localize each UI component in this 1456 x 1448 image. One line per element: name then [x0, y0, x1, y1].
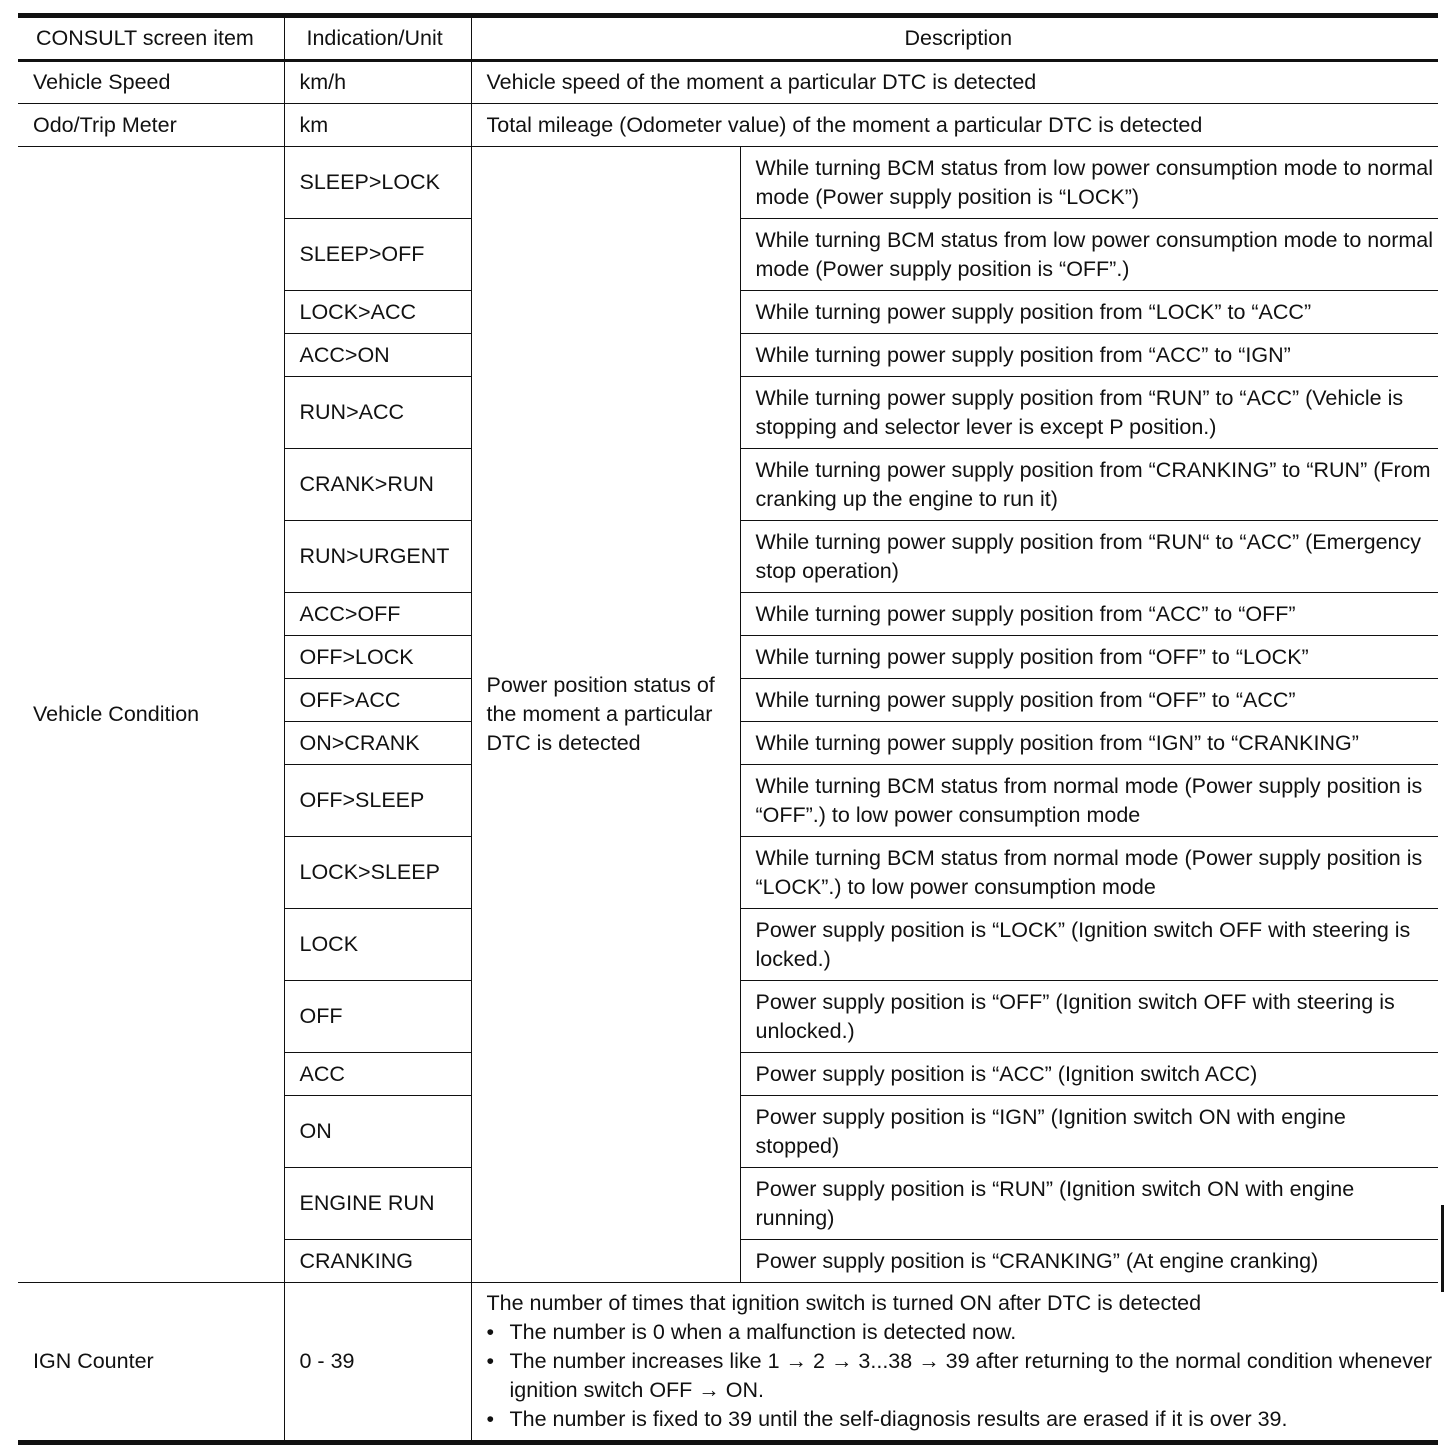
bullet-marker: •: [486, 1349, 495, 1373]
condition-unit-cell: ON>CRANK: [284, 722, 471, 765]
item-cell: Odo/Trip Meter: [18, 104, 284, 147]
table-row-odo-trip-meter: [18, 104, 1438, 147]
description-cell: [471, 1283, 1438, 1443]
condition-detail-cell: While turning power supply position from “RUN” to “ACC” (Vehicle is stopping and selector lever is except P position.): [740, 377, 1438, 449]
table-row-vehicle-speed: [18, 61, 1438, 104]
table-body: [18, 61, 1438, 1443]
condition-detail-cell: While turning power supply position from “OFF” to “LOCK”: [740, 636, 1438, 679]
list-item: [487, 1318, 1435, 1347]
bullet-marker: •: [486, 1320, 495, 1344]
condition-unit-cell: LOCK: [284, 909, 471, 981]
page-edge-marker: [1441, 1205, 1444, 1292]
condition-detail-cell: While turning BCM status from normal mode (Power supply position is “LOCK”.) to low power consumption mode: [740, 837, 1438, 909]
condition-detail-cell: Power supply position is “RUN” (Ignition switch ON with engine running): [740, 1168, 1438, 1240]
condition-unit-cell: OFF>SLEEP: [284, 765, 471, 837]
condition-unit-cell: CRANKING: [284, 1240, 471, 1283]
condition-detail-cell: While turning BCM status from normal mode (Power supply position is “OFF”.) to low power consumption mode: [740, 765, 1438, 837]
condition-detail-cell: While turning power supply position from “IGN” to “CRANKING”: [740, 722, 1438, 765]
condition-detail-cell: Power supply position is “OFF” (Ignition switch OFF with steering is unlocked.): [740, 981, 1438, 1053]
bullet-text: The number is 0 when a malfunction is detected now.: [509, 1320, 1017, 1344]
condition-unit-cell: RUN>ACC: [284, 377, 471, 449]
table-row-vehicle-condition: [18, 147, 1438, 219]
condition-detail-cell: While turning power supply position from “CRANKING” to “RUN” (From cranking up the engine to run it): [740, 449, 1438, 521]
condition-detail-cell: While turning BCM status from low power consumption mode to normal mode (Power supply position is “LOCK”): [740, 147, 1438, 219]
condition-unit-cell: ACC>OFF: [284, 593, 471, 636]
condition-detail-cell: Power supply position is “LOCK” (Ignition switch OFF with steering is locked.): [740, 909, 1438, 981]
list-item: [487, 1405, 1435, 1434]
consult-item-table: [18, 13, 1438, 1445]
condition-unit-cell: ENGINE RUN: [284, 1168, 471, 1240]
condition-unit-cell: ON: [284, 1096, 471, 1168]
condition-unit-cell: LOCK>ACC: [284, 291, 471, 334]
condition-detail-cell: While turning power supply position from “RUN“ to “ACC” (Emergency stop operation): [740, 521, 1438, 593]
bullet-marker: •: [486, 1407, 495, 1431]
table-header-row: [18, 16, 1438, 61]
description-cell: Vehicle speed of the moment a particular DTC is detected: [471, 61, 1438, 104]
unit-cell: km: [284, 104, 471, 147]
condition-detail-cell: Power supply position is “CRANKING” (At engine cranking): [740, 1240, 1438, 1283]
table-row-ign-counter: [18, 1283, 1438, 1443]
vehicle-condition-item-cell: Vehicle Condition: [18, 147, 284, 1283]
description-cell: Total mileage (Odometer value) of the moment a particular DTC is detected: [471, 104, 1438, 147]
ign-counter-bullet-list: [487, 1318, 1435, 1434]
condition-detail-cell: Power supply position is “ACC” (Ignition switch ACC): [740, 1053, 1438, 1096]
condition-unit-cell: CRANK>RUN: [284, 449, 471, 521]
header-item: CONSULT screen item: [18, 16, 284, 61]
bullet-text: The number increases like 1 → 2 → 3...38 → 39 after returning to the normal condition whenever ignition switch OFF → ON.: [509, 1349, 1433, 1402]
condition-unit-cell: OFF: [284, 981, 471, 1053]
list-item: [487, 1347, 1435, 1405]
unit-cell: km/h: [284, 61, 471, 104]
condition-unit-cell: ACC: [284, 1053, 471, 1096]
vehicle-condition-description-cell: Power position status of the moment a particular DTC is detected: [471, 147, 740, 1283]
condition-detail-cell: While turning power supply position from “OFF” to “ACC”: [740, 679, 1438, 722]
ign-counter-intro: The number of times that ignition switch is turned ON after DTC is detected: [486, 1291, 1202, 1315]
condition-unit-cell: SLEEP>LOCK: [284, 147, 471, 219]
item-cell: Vehicle Speed: [18, 61, 284, 104]
condition-detail-cell: Power supply position is “IGN” (Ignition switch ON with engine stopped): [740, 1096, 1438, 1168]
condition-unit-cell: SLEEP>OFF: [284, 219, 471, 291]
condition-detail-cell: While turning power supply position from “LOCK” to “ACC”: [740, 291, 1438, 334]
unit-cell: 0 - 39: [284, 1283, 471, 1443]
header-description: Description: [471, 16, 1438, 61]
condition-unit-cell: OFF>LOCK: [284, 636, 471, 679]
header-unit: Indication/Unit: [284, 16, 471, 61]
condition-unit-cell: ACC>ON: [284, 334, 471, 377]
condition-detail-cell: While turning BCM status from low power consumption mode to normal mode (Power supply position is “OFF”.): [740, 219, 1438, 291]
condition-detail-cell: While turning power supply position from “ACC” to “OFF”: [740, 593, 1438, 636]
condition-unit-cell: LOCK>SLEEP: [284, 837, 471, 909]
condition-unit-cell: RUN>URGENT: [284, 521, 471, 593]
bullet-text: The number is fixed to 39 until the self-diagnosis results are erased if it is over 39.: [509, 1407, 1288, 1431]
item-cell: IGN Counter: [18, 1283, 284, 1443]
condition-unit-cell: OFF>ACC: [284, 679, 471, 722]
condition-detail-cell: While turning power supply position from “ACC” to “IGN”: [740, 334, 1438, 377]
